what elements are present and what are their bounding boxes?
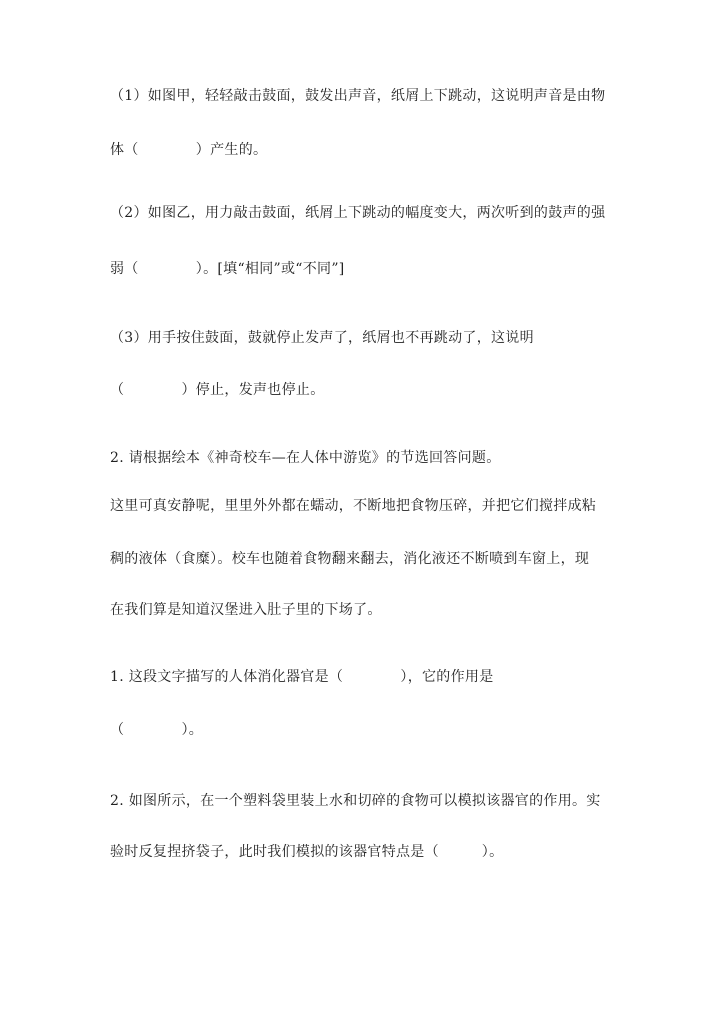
question-2-heading: 2. 请根据绘本《神奇校车—在人体中游览》的节选回答问题。 — [110, 450, 501, 466]
question-1-part-2-line-2: 弱（ ）。[填“相同”或“不同”] — [110, 261, 345, 277]
question-1-part-3-line-1: （3）用手按住鼓面，鼓就停止发声了，纸屑也不再跳动了，这说明 — [110, 330, 534, 346]
question-1-part-1-line-1: （1）如图甲，轻轻敲击鼓面，鼓发出声音，纸屑上下跳动，这说明声音是由物 — [110, 88, 606, 104]
question-1-part-2-line-1: （2）如图乙，用力敲击鼓面，纸屑上下跳动的幅度变大，两次听到的鼓声的强 — [110, 205, 606, 221]
question-1-part-3-line-2: （ ）停止，发声也停止。 — [110, 382, 325, 398]
question-1-part-1-line-2: 体（ ）产生的。 — [110, 142, 268, 158]
subquestion-1-line-2: （ ）。 — [110, 722, 204, 738]
passage-line-1: 这里可真安静呢，里里外外都在蠕动，不断地把食物压碎，并把它们搅拌成粘 — [110, 498, 597, 514]
passage-line-2: 稠的液体（食糜）。校车也随着食物翻来翻去，消化液还不断喷到车窗上，现 — [110, 551, 590, 567]
subquestion-2-line-1: 2. 如图所示，在一个塑料袋里装上水和切碎的食物可以模拟该器官的作用。实 — [110, 793, 601, 809]
passage-line-3: 在我们算是知道汉堡进入肚子里的下场了。 — [110, 602, 382, 618]
subquestion-2-line-2: 验时反复捏挤袋子，此时我们模拟的该器官特点是（ ）。 — [110, 844, 504, 860]
subquestion-1-line-1: 1. 这段文字描写的人体消化器官是（ ），它的作用是 — [110, 669, 494, 685]
